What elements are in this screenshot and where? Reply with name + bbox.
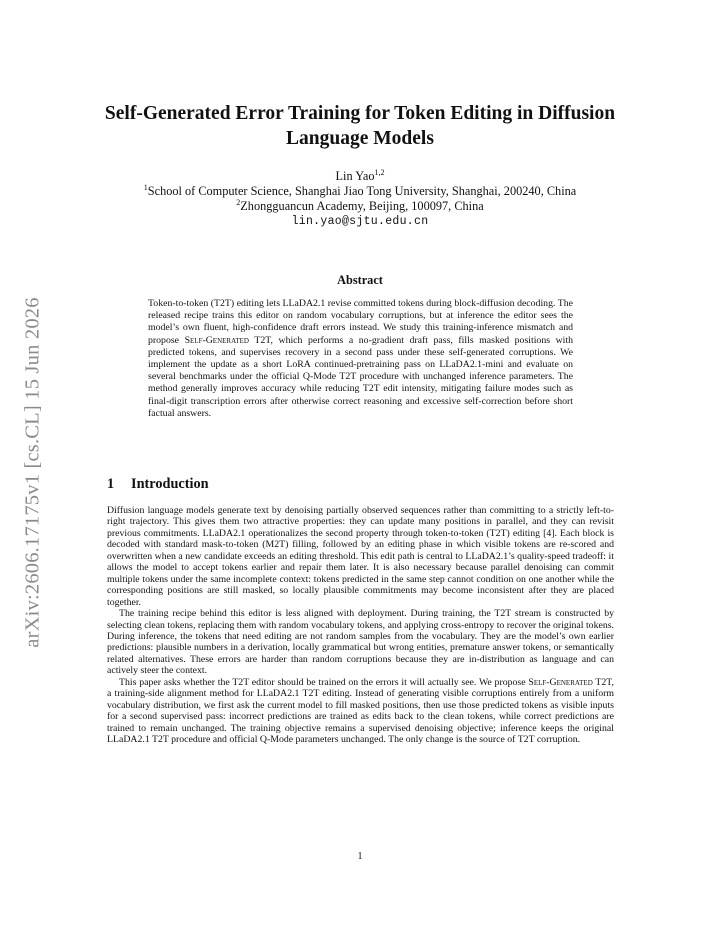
author-email[interactable]: lin.yao@sjtu.edu.cn <box>291 215 429 228</box>
page-number: 1 <box>357 851 363 862</box>
abstract-heading: Abstract <box>337 273 383 287</box>
section-title: Introduction <box>131 476 209 492</box>
author-name-line <box>60 169 660 184</box>
affiliation-1 <box>60 184 660 199</box>
intro-paragraph-3-part2: T2T, a training-side alignment method for LLaDA2.1 T2T editing. Instead of generating visible corruptions entirely from a uniform vocabulary distribution, we first ask the current model to fill masked positions, then use those predicted tokens as visible inputs for a second supervised pass: incorrect predictions are trained as edits back to the clean tokens, while correct predictions are trained to remain unchanged. The training objective remains a supervised denoising objective; inference keeps the original LLaDA2.1 T2T procedure and official Q-Mode parameters unchanged. The only change is the source of T2T corruption. <box>107 676 614 746</box>
intro-paragraph-3-part1: This paper asks whether the T2T editor should be trained on the errors it will actually see. We propose <box>119 676 529 688</box>
affiliation-1-superscript: 1 <box>143 182 148 192</box>
affiliation-2 <box>60 199 660 214</box>
intro-paragraph-3 <box>107 677 614 746</box>
section-body <box>107 505 614 746</box>
abstract-method-name: Self-Generated <box>184 334 249 346</box>
abstract-text-part1: Token-to-token (T2T) editing lets LLaDA2.1 revise committed tokens during block-diffusion decoding. The released recipe trains this editor on random vocabulary corruptions, but at inference the editor sees the model’s own fluent, high-confidence draft errors instead. We study this training-inference mismatch and propose <box>148 298 573 346</box>
affiliation-1-text: School of Computer Science, Shanghai Jiao Tong University, Shanghai, 200240, China <box>147 184 577 198</box>
intro-method-name: Self-Generated <box>528 676 593 688</box>
intro-paragraph-1: Diffusion language models generate text by denoising partially observed sequences rather than committing to a strictly left-to-right trajectory. This gives them two attractive properties: they can update many positions in parallel, and they can revisit previous commitments. LLaDA2.1 operationalizes the second property through token-to-token (T2T) editing [4]. Each block is decoded with standard mask-to-token (M2T) filling, followed by an editing phase in which visible tokens are re-scored and overwritten when a new candidate exceeds an editing threshold. This edit path is central to LLaDA2.1’s quality-speed tradeoff: it allows the model to accept tokens earlier and repair them later. It is also necessary because parallel denoising can commit multiple tokens under the same incomplete context: tokens predicted in the same step cannot condition on one another while the corresponding positions are still masked, so locally plausible commitments may become inconsistent after they are placed together. <box>107 505 614 608</box>
section-heading <box>107 476 209 493</box>
author-name: Lin Yao <box>335 169 375 183</box>
arxiv-identifier-text[interactable]: arXiv:2606.17175v1 [cs.CL] 15 Jun 2026 <box>21 296 44 648</box>
abstract-body <box>148 298 573 420</box>
affiliation-2-superscript: 2 <box>236 197 241 207</box>
arxiv-identifier-stamp <box>8 262 58 682</box>
affiliation-2-text: Zhongguancun Academy, Beijing, 100097, China <box>240 199 484 213</box>
section-number: 1 <box>107 476 115 492</box>
author-superscript: 1,2 <box>374 167 385 177</box>
abstract-text-part2: T2T, which performs a no-gradient draft pass, fills masked positions with predicted tokens, and supervises recovery in a second pass under these self-generated corruptions. We implement the update as a short LoRA continued-pretraining pass on LLaDA2.1-mini and evaluate on several benchmarks under the official Q-Mode T2T procedure with unchanged inference parameters. The method generally improves accuracy while reducing T2T edit intensity, mitigating failure modes such as final-digit transcription errors after otherwise correct reasoning and excessive self-correction before short factual answers. <box>148 334 574 419</box>
paper-title: Self-Generated Error Training for Token Editing in Diffusion Language Models <box>104 103 616 149</box>
intro-paragraph-2: The training recipe behind this editor is less aligned with deployment. During training, the T2T stream is constructed by selecting clean tokens, replacing them with random vocabulary tokens, and applying cross-entropy to recover the original tokens. During inference, the tokens that need editing are not random samples from the vocabulary. They are the model’s own earlier predictions: plausible numbers in a derivation, locally grammatical but wrong entities, premature answer tokens, or semantically related alternatives. These errors are harder than random corruptions because they are in-distribution as language and can actively steer the context. <box>107 608 614 677</box>
author-block <box>60 169 660 229</box>
